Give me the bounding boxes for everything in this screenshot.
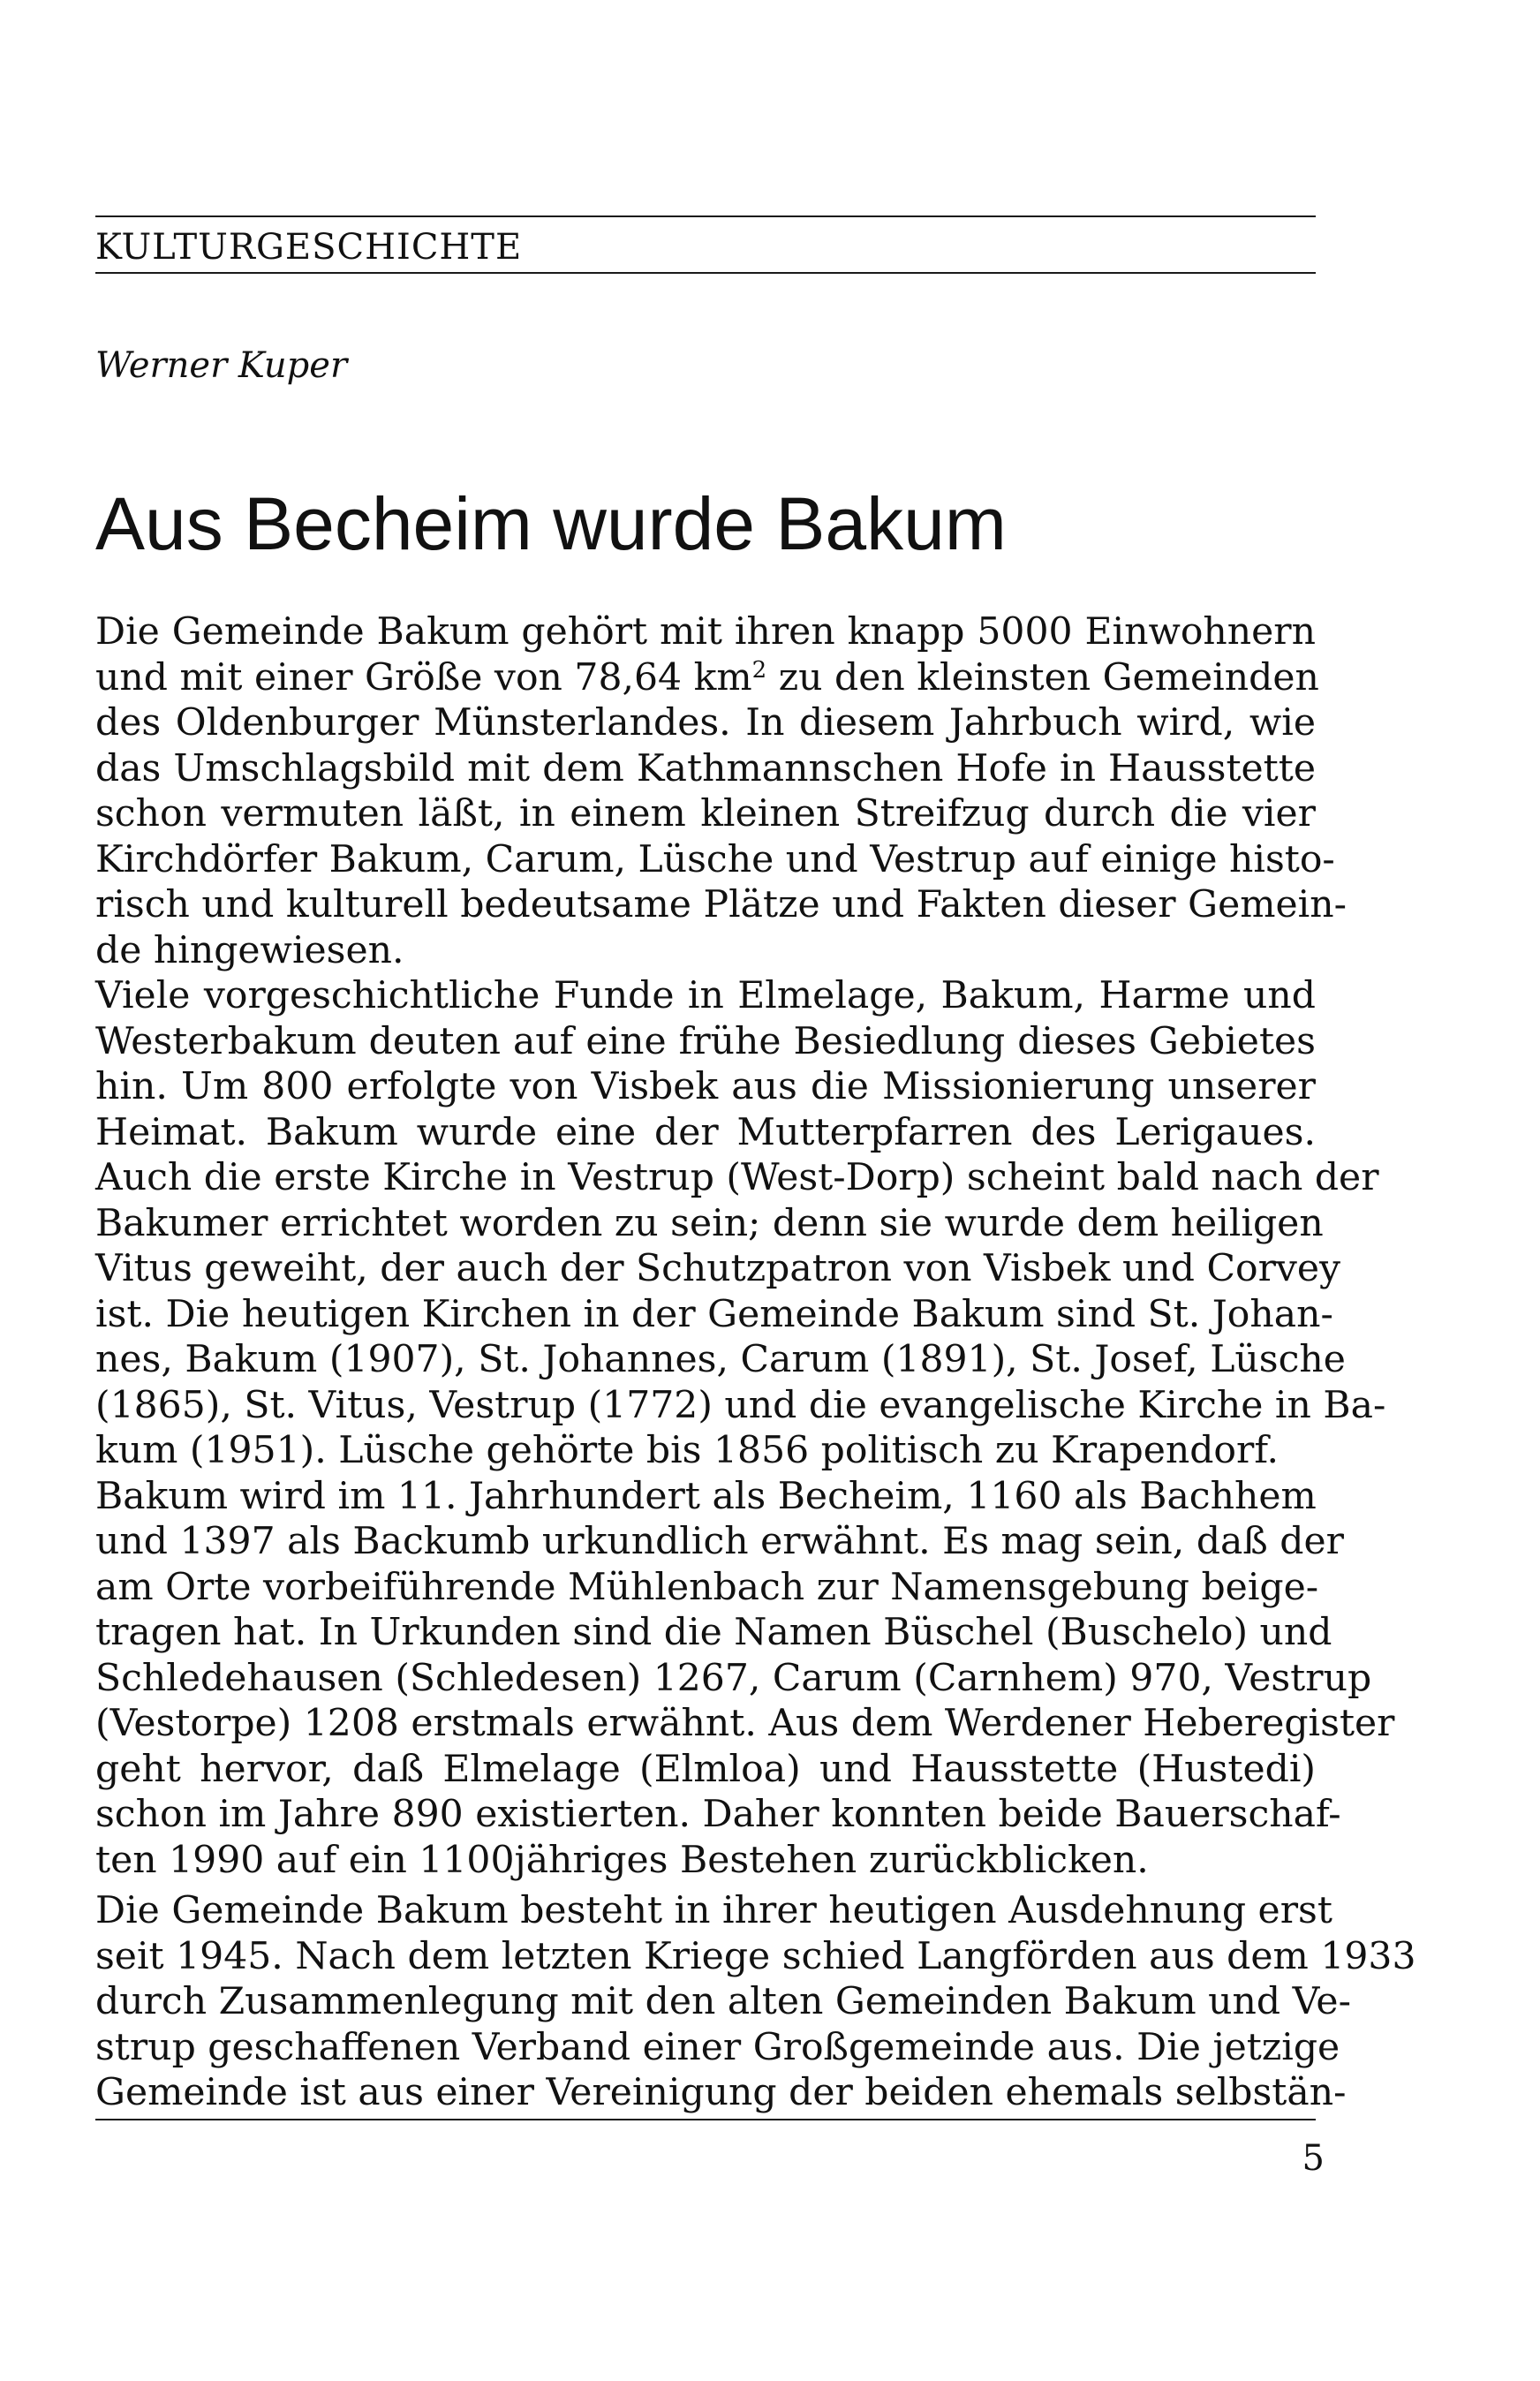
text-line: kum (1951). Lüsche gehörte bis 1856 politisch zu Krapendorf. <box>95 1429 1280 1472</box>
text-line: de hingewiesen. <box>95 928 404 972</box>
text-line: geht hervor, daß Elmelage (Elmloa) und Hausstette (Hustedi) <box>95 1747 1316 1791</box>
header-top-rule <box>95 215 1316 217</box>
text-line: Die Gemeinde Bakum besteht in ihrer heutigen Ausdehnung erst <box>95 1889 1332 1932</box>
text-line: schon vermuten läßt, in einem kleinen Streifzug durch die vier <box>95 792 1316 835</box>
text-line: und mit einer Größe von 78,64 $km^2$ zu den kleinsten Gemeinden <box>95 655 1319 699</box>
text-line: Viele vorgeschichtliche Funde in Elmelage, Bakum, Harme und <box>95 974 1316 1017</box>
text-line: ist. Die heutigen Kirchen in der Gemeinde Bakum sind St. Johan- <box>95 1292 1333 1336</box>
text-line: nes, Bakum (1907), St. Johannes, Carum (1891), St. Josef, Lüsche <box>95 1338 1346 1381</box>
text-line: Bakum wird im 11. Jahrhundert als Becheim, 1160 als Bachhem <box>95 1474 1317 1518</box>
text-line: des Oldenburger Münsterlandes. In diesem Jahrbuch wird, wie <box>95 701 1316 745</box>
author-name: Werner Kuper <box>95 345 348 386</box>
footer-rule <box>95 2119 1316 2120</box>
text-line: Kirchdörfer Bakum, Carum, Lüsche und Vestrup auf einige histo- <box>95 837 1335 881</box>
text-line: risch und kulturell bedeutsame Plätze und Fakten dieser Gemein- <box>95 883 1348 926</box>
section-label: KULTURGESCHICHTE <box>95 227 523 268</box>
text-line: schon im Jahre 890 existierten. Daher konnten beide Bauerschaf- <box>95 1793 1341 1836</box>
text-line: (1865), St. Vitus, Vestrup (1772) und die evangelische Kirche in Ba- <box>95 1383 1386 1427</box>
text-line: seit 1945. Nach dem letzten Kriege schied Langförden aus dem 1933 <box>95 1934 1416 1978</box>
text-line: das Umschlagsbild mit dem Kathmannschen Hofe in Hausstette <box>95 746 1316 790</box>
text-line: und 1397 als Backumb urkundlich erwähnt. Es mag sein, daß der <box>95 1520 1344 1563</box>
page-number: 5 <box>1302 2138 1325 2179</box>
text-line: (Vestorpe) 1208 erstmals erwähnt. Aus dem Werdener Heberegister <box>95 1702 1395 1745</box>
text-line: durch Zusammenlegung mit den alten Gemeinden Bakum und Ve- <box>95 1980 1351 2023</box>
text-line: Die Gemeinde Bakum gehört mit ihren knapp 5000 Einwohnern <box>95 610 1316 654</box>
text-line: strup geschaffenen Verband einer Großgemeinde aus. Die jetzige <box>95 2025 1340 2069</box>
article-title: Aus Becheim wurde Bakum <box>95 482 1007 565</box>
body-paragraph-2 <box>95 1888 1416 2116</box>
text-line: hin. Um 800 erfolgte von Visbek aus die Missionierung unserer <box>95 1065 1316 1108</box>
text-line: tragen hat. In Urkunden sind die Namen Büschel (Buschelo) und <box>95 1611 1332 1654</box>
text-line: Auch die erste Kirche in Vestrup (West-Dorp) scheint bald nach der <box>95 1156 1379 1199</box>
superscript: 2 <box>751 656 767 684</box>
text-line: Vitus geweiht, der auch der Schutzpatron von Visbek und Corvey <box>95 1247 1341 1290</box>
text-line: Gemeinde ist aus einer Vereinigung der beiden ehemals selbstän- <box>95 2071 1347 2114</box>
text-line: am Orte vorbeiführende Mühlenbach zur Namensgebung beige- <box>95 1565 1319 1609</box>
text-line: Bakumer errichtet worden zu sein; denn sie wurde dem heiligen <box>95 1201 1324 1245</box>
header-bottom-rule <box>95 272 1316 274</box>
text-line: Schledehausen (Schledesen) 1267, Carum (Carnhem) 970, Vestrup <box>95 1656 1372 1700</box>
text-line: Westerbakum deuten auf eine frühe Besiedlung dieses Gebietes <box>95 1019 1316 1063</box>
text-line: Heimat. Bakum wurde eine der Mutterpfarren des Lerigaues. <box>95 1110 1316 1154</box>
body-paragraph-1 <box>95 609 1395 1883</box>
text-line: ten 1990 auf ein 1100jähriges Bestehen zurückblicken. <box>95 1838 1149 1882</box>
